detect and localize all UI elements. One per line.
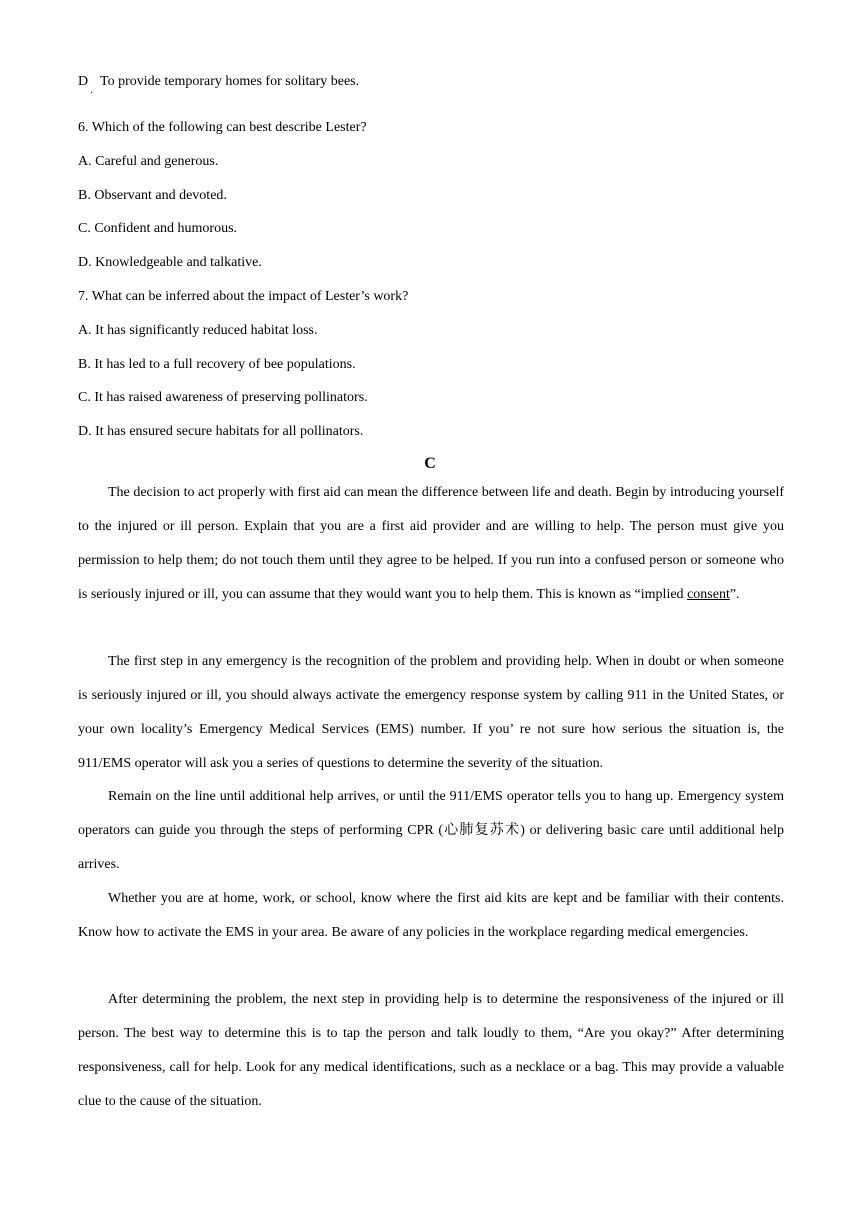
question-6-option-b: B. Observant and devoted. xyxy=(78,188,227,203)
question-7-option-c: C. It has raised awareness of preserving pollinators. xyxy=(78,390,368,405)
option-letter: D xyxy=(78,74,89,89)
underlined-word: consent xyxy=(687,587,730,602)
question-6-option-c: C. Confident and humorous. xyxy=(78,221,238,236)
question-6-option-d: D. Knowledgeable and talkative. xyxy=(78,255,262,270)
question-7-option-a: A. It has significantly reduced habitat loss. xyxy=(78,323,318,338)
paragraph-text: The decision to act properly with first aid can mean the difference between life and death. Begin by introducing yourself to the injured or ill person. Explain that you are a first aid provider and are willing to help. The person must give you permission to help them; do not touch them until they agree to be helped. If you run into a confused person or someone who is seriously injured or ill, you can assume that they would want you to help them. This is known as “implied xyxy=(78,485,784,602)
passage-paragraph-2: The first step in any emergency is the recognition of the problem and providing help. When in doubt or when someone is seriously injured or ill, you should always activate the emergency response system by calling 911 in the United States, or your own locality’s Emergency Medical Services (EMS) number. If you’ re not sure how serious the situation is, the 911/EMS operator will ask you a series of questions to determine the severity of the situation. xyxy=(78,654,784,771)
question-7-option-d: D. It has ensured secure habitats for all pollinators. xyxy=(78,424,364,439)
previous-question-option-d xyxy=(78,74,359,90)
question-6-option-a: A. Careful and generous. xyxy=(78,154,219,169)
passage-paragraph-3: Remain on the line until additional help arrives, or until the 911/EMS operator tells you to hang up. Emergency system operators can guide you through the steps of performing CPR (心肺复苏术) or delivering basic care until additional help arrives. xyxy=(78,789,784,872)
passage-paragraph-1 xyxy=(78,476,784,612)
question-7-stem: 7. What can be inferred about the impact of Lester’s work? xyxy=(78,289,409,304)
paragraph-text-end: ”. xyxy=(729,587,740,602)
passage-title: C xyxy=(424,455,436,472)
passage-paragraph-5: After determining the problem, the next step in providing help is to determine the responsiveness of the injured or ill person. The best way to determine this is to tap the person and talk loudly to them, “Are you okay?” After determining responsiveness, call for help. Look for any medical identifications, such as a necklace or a bag. This may provide a valuable clue to the cause of the situation. xyxy=(78,992,784,1109)
question-6-stem: 6. Which of the following can best describe Lester? xyxy=(78,120,367,135)
option-text: To provide temporary homes for solitary bees. xyxy=(100,74,360,89)
passage-paragraph-4: Whether you are at home, work, or school, know where the first aid kits are kept and be familiar with their contents. Know how to activate the EMS in your area. Be aware of any policies in the workplace regarding medical emergencies. xyxy=(78,891,784,940)
dot-mark: · xyxy=(90,88,94,99)
question-7-option-b: B. It has led to a full recovery of bee populations. xyxy=(78,357,356,372)
